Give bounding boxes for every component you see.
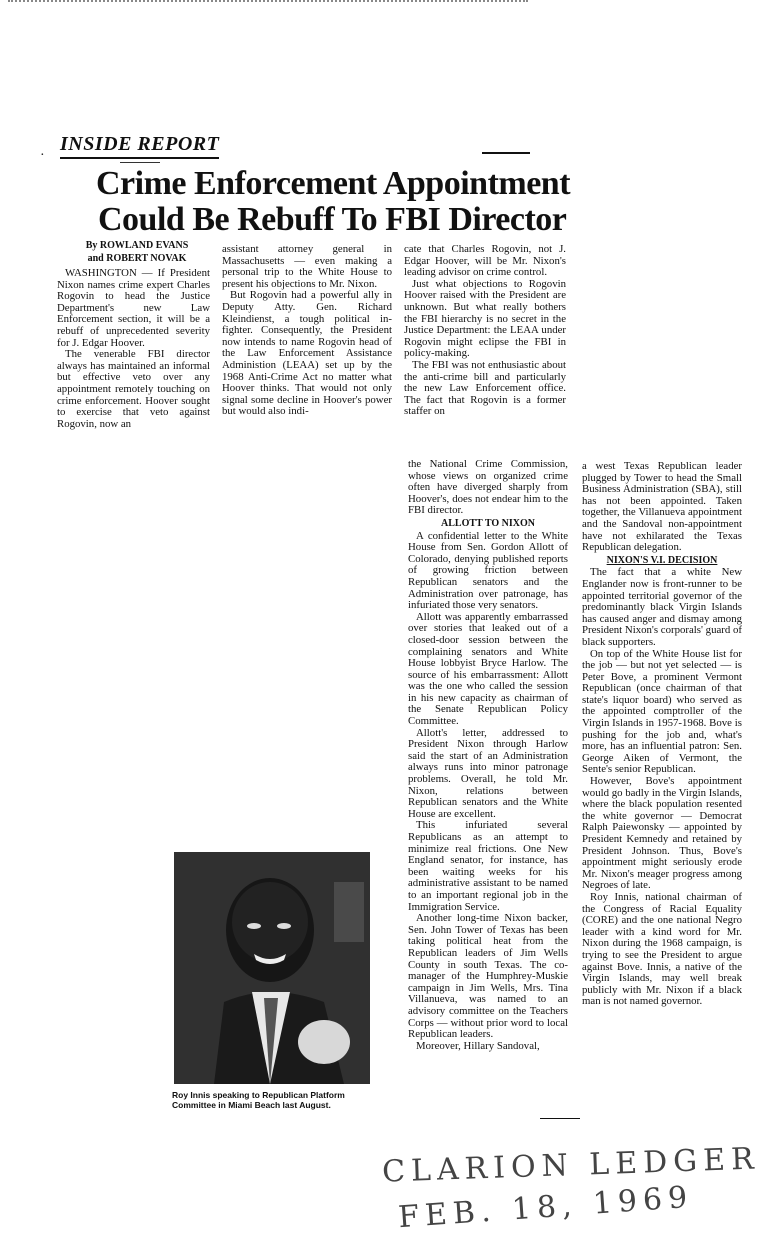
handwritten-date: FEB. 18, 1969: [397, 1179, 695, 1236]
scan-dotted-border: [8, 0, 528, 6]
paragraph: The FBI was not enthusiastic about the anti-crime bill and particularly the new Law Enforcement office. The fact that Rogovin is a former staffer on: [404, 358, 566, 418]
paragraph: Allott was apparently embarrassed over stories that leaked out of a closed-door session between the complaining senators and White House lobbyist Bryce Harlow. The source of his embarrassment: Allott was the one who called the session in his new capacity as chairman of the Senate Republican Policy Committee.: [408, 610, 568, 728]
headline-line-2: Could Be Rebuff To FBI Director: [98, 201, 567, 238]
paragraph: Roy Innis, national chairman of the Congress of Racial Equality (CORE) and the one national Negro leader with a kind word for Mr. Nixon during the 1968 campaign, is trying to see the President to argue against Bove. Innis, a native of the Virgin Islands, may well break publicly with Mr. Nixon if a black man is not named governor.: [582, 890, 742, 1008]
headline-line-1: Crime Enforcement Appointment: [96, 165, 571, 202]
stray-mark: ·: [40, 148, 45, 163]
handwritten-source: CLARION LEDGER: [381, 1141, 761, 1190]
article-column-3: [404, 244, 566, 418]
paragraph: On top of the White House list for the job — but not yet selected — is Peter Bove, a prominent Vermont Republican (once chairman of that state's liquor board) who served as the appointed comptroller of the Virgin Islands in 1957-1968. Bove is pushing for the job and, what's more, has an influential patron: Sen. George Aiken of Vermont, the Sente's senior Republican.: [582, 647, 742, 776]
article-column-4: [408, 459, 568, 1052]
paragraph: Moreover, Hillary Sandoval,: [416, 1039, 540, 1052]
paragraph: This infuriated several Republicans as an attempt to minimize real frictions. One New England senator, for instance, has been waiting weeks for his administrative assistant to be named to an important regional job in the Immigration Service.: [408, 819, 568, 913]
section-heading: INSIDE REPORT: [60, 133, 219, 159]
paragraph: Another long-time Nixon backer, Sen. John Tower of Texas has been taking political heat from the Republican leaders of Jim Wells County in south Texas. The co-manager of the Humphrey-Muskie campaign in Jim Wells, Mrs. Tina Villanueva, was named to an advisory committee on the Teachers Corps — without prior word to local Republican leaders.: [408, 912, 568, 1041]
paragraph: assistant attorney general in Massachusetts — even making a personal trip to the White House to present his objections to Mr. Nixon.: [222, 243, 392, 290]
paragraph: the National Crime Commission, whose views on organized crime often have diverged sharply from Hoover's, does not endear him to the FBI director.: [408, 458, 568, 517]
end-rule: [540, 1118, 580, 1119]
subheading-nixon-vi: NIXON'S V.I. DECISION: [606, 554, 718, 566]
byline-author-2: and ROBERT NOVAK: [87, 253, 187, 264]
paragraph: Just what objections to Rogovin Hoover raised with the President are unknown. But what really bothers the FBI hierarchy is no secret in the Justice Department: the LEAA under Rogovin might eclipse the FBI in policy-making.: [404, 277, 566, 360]
article-column-2: [222, 244, 392, 418]
paragraph: cate that Charles Rogovin, not J. Edgar Hoover, will be Mr. Nixon's leading advisor on crime control.: [404, 243, 566, 279]
photo-caption: Roy Innis speaking to Republican Platform Committee in Miami Beach last August.: [172, 1090, 345, 1110]
byline-author-1: By ROWLAND EVANS: [85, 240, 189, 251]
photo-illustration: [174, 852, 370, 1084]
heading-rule: [482, 152, 530, 154]
paragraph: However, Bove's appointment would go badly in the Virgin Islands, where the black population resented the white governor — Democrat Ralph Paiewonsky — appointed by President Kemnedy and retained by President Johnson. Thus, Bove's appointment might seriously erode Mr. Nixon's meager progress among Negroes of late.: [582, 775, 742, 892]
paragraph: The venerable FBI director always has maintained an informal but effective veto over any appointment remotely touching on crime enforcement. Hoover sought to exercise that veto against Rogovin, now an: [57, 348, 210, 430]
subheading-allott: ALLOTT TO NIXON: [441, 517, 535, 529]
paragraph: a west Texas Republican leader plugged by Tower to head the Small Business Administration (SBA), still has not been appointed. Taken together, the Villanueva appointment and the Sandoval non-appointment have not exhilarated the Texas Republican delegation.: [582, 460, 742, 554]
paragraph: WASHINGTON — If President Nixon names crime expert Charles Rogovin to head the Justice Department's new Law Enforcement section, it will be a rebuff of unprecedented severity for J. Edgar Hoover.: [57, 267, 210, 349]
paragraph: The fact that a white New Englander now is front-runner to be appointed territorial governor of the predominantly black Virgin Islands has caused anger and dismay among President Nixon's corporals' guard of black supporters.: [582, 566, 742, 648]
article-column-1: [57, 268, 210, 430]
paragraph: A confidential letter to the White House from Sen. Gordon Allott of Colorado, denying published reports of growing friction between Republican senators and the Administration over patronage, has infuriated those very senators.: [408, 529, 568, 612]
heading-ornament: [120, 158, 160, 163]
paragraph: Allott's letter, addressed to President Nixon through Harlow said the start of an Administration always runs into minor patronage problems. Overall, he told Mr. Nixon, relations between Republican senators and the White House are excellent.: [408, 726, 568, 820]
photo-roy-innis: [174, 852, 370, 1084]
article-column-5: [582, 461, 742, 1008]
paragraph: But Rogovin had a powerful ally in Deputy Atty. Gen. Richard Kleindienst, a tough political in-fighter. Consequently, the President now intends to name Rogovin head of the Law Enforcement Assistance Administion (LEAA) set up by the 1968 Anti-Crime Act no matter what Hoover thinks. That would not only signal some decline in Hoover's power but would also indi-: [222, 289, 392, 418]
